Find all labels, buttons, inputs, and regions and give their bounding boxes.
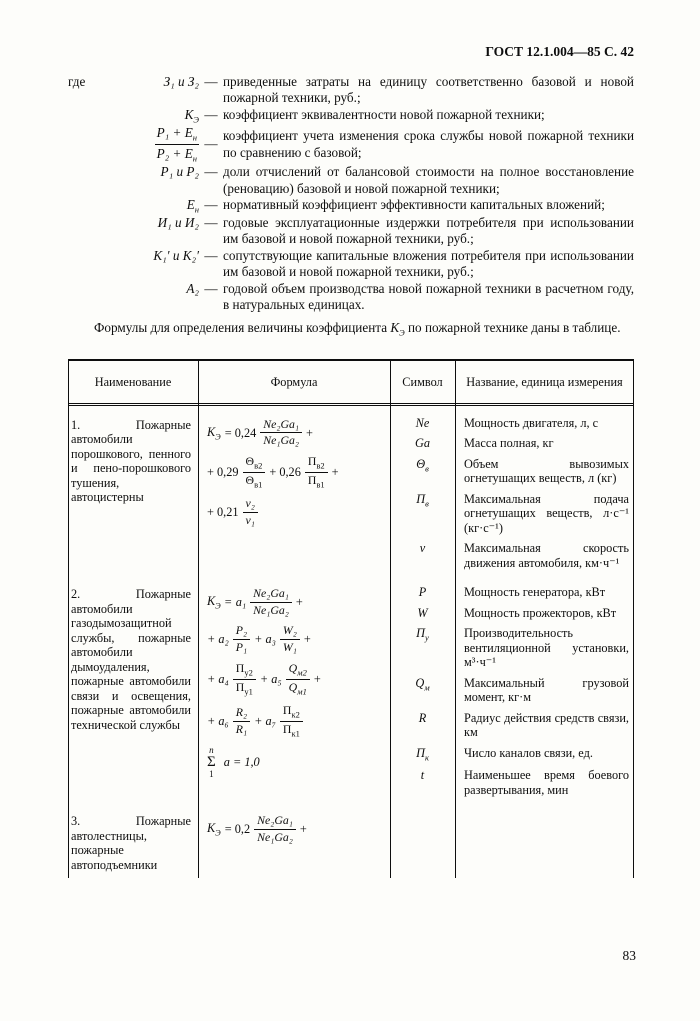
column-header-name: Наименование [94, 374, 172, 389]
definition-dash: — [204, 164, 218, 180]
definition-desc: нормативный коэффициент эффективности капитальных вложений; [223, 196, 605, 212]
fraction: $\frac{П_{к2}}{П_{к1}}$ [280, 704, 303, 739]
coefficient-symbol: $К_Э$ [207, 424, 221, 442]
table-row [68, 406, 634, 576]
definition-term: P₁ и P₂ [160, 164, 199, 180]
formula-operator: + 0,29 [207, 465, 239, 480]
formula-coefficient: + a₃ [254, 632, 276, 647]
symbol: $Q_м$ [415, 675, 430, 693]
formula-operator: + [331, 465, 339, 480]
symbol-desc: Мощность двигателя, л, с [464, 415, 599, 430]
formula-operator: = 0,24 [224, 425, 257, 440]
formula-operator: + [306, 425, 313, 440]
intro-paragraph [68, 320, 634, 339]
definition-item [68, 74, 634, 107]
table-border-line [633, 361, 634, 878]
formula-cell [198, 406, 390, 576]
table-border-line [198, 361, 199, 878]
formula-line [207, 624, 386, 654]
formula-operator: + 0,26 [269, 465, 301, 480]
fraction: $\frac{П_{в2}}{П_{в1}}$ [305, 455, 328, 490]
definition-dash: — [204, 280, 218, 296]
definition-term: З₁ и З₂ [163, 74, 199, 89]
fraction: $\frac{\text{Ne₂Ga₁}}{\text{Ne₁Ga₂}}$ [260, 418, 302, 448]
definition-item [68, 197, 634, 215]
symbol-desc: Наименьшее время боевого развертывания, мин [464, 768, 629, 797]
formula-line [207, 455, 386, 490]
definition-term: К₁′ и К₂′ [153, 247, 199, 263]
page-content [68, 74, 634, 339]
symbol: $П_к$ [416, 745, 429, 763]
formula-coefficient: + a₇ [254, 714, 276, 729]
symbol-desc: Максимальный грузовой момент, кг·м [464, 675, 629, 705]
formula-line [207, 662, 386, 697]
row-name: 1. Пожарные автомобили порошкового, пенного и пено-порошкового тушения, автоцистерны [71, 417, 191, 505]
table-header-row [68, 361, 634, 406]
definition-term: $К_Э$ [184, 106, 199, 125]
symbol-desc: Максимальная подача огнетушащих веществ, л·с⁻¹ (кг·с⁻¹) [464, 491, 629, 535]
fraction: $\frac{\text{Ne₂Ga₁}}{\text{Ne₁Ga₂}}$ [254, 814, 296, 844]
definition-dash: — [204, 196, 218, 212]
formula-cell [198, 802, 390, 878]
symbol: t [420, 768, 425, 783]
coefficient-symbol: $К_Э$ [207, 821, 221, 838]
sum-expression: a = 1,0 [223, 755, 260, 770]
formula-line [207, 418, 386, 448]
definition-desc: доли отчислений от балансовой стоимости на полное восстановление (реновацию) базовой и новой пожарной техники; [223, 164, 634, 196]
definition-desc: коэффициент эквивалентности новой пожарной техники; [223, 106, 545, 122]
table-border-line [68, 361, 69, 878]
intro-text-before: Формулы для определения величины коэффициента [94, 320, 388, 336]
column-header-formula: Формула [270, 374, 318, 389]
formula-operator: + [299, 822, 307, 837]
symbol: P [418, 585, 427, 600]
symbol: W [417, 605, 428, 620]
formula-operator: + [295, 595, 303, 610]
definition-lead: где [68, 74, 86, 89]
formula-operator: = 0,2 [224, 822, 251, 837]
gost-header: ГОСТ 12.1.004—85 С. 42 [485, 44, 634, 59]
table-row [68, 575, 634, 802]
formula-line [207, 746, 386, 779]
fraction: $\frac{Q_{м2}}{Q_{м1}}$ [286, 662, 310, 697]
symbol: $П_у$ [416, 626, 429, 643]
definition-term [99, 125, 199, 164]
formula-coefficient: + a₅ [259, 671, 282, 686]
fraction: $\frac{\text{Ne₂Ga₁}}{\text{Ne₁Ga₂}}$ [250, 587, 292, 617]
formula-operator: + [303, 632, 311, 647]
definition-dash: — [204, 215, 218, 231]
fraction: $\frac{\text{P₂}}{\text{P₁}}$ [233, 624, 250, 654]
definition-dash: — [204, 247, 218, 263]
definition-term: $E_н$ [186, 196, 199, 215]
symbol: Ga [414, 436, 431, 451]
definition-desc: коэффициент учета изменения срока службы новой пожарной техники по сравнению с базовой; [223, 128, 634, 160]
formula-coefficient: + a₂ [207, 632, 229, 647]
formula-coefficient: a₁ [235, 595, 247, 610]
symbol: $\Theta_в$ [416, 456, 429, 474]
definition-desc: годовые эксплуатационные издержки потребителя при использовании им базовой и новой пожарной техники, руб.; [223, 215, 634, 247]
fraction: $\frac{\text{R₂}}{\text{R₁}}$ [233, 706, 250, 736]
definition-dash: — [204, 136, 218, 152]
formula-coefficient: + a₄ [207, 671, 229, 686]
symbol: Ne [415, 415, 430, 430]
coefficient-symbol: $К_Э$ [390, 320, 405, 338]
formula-operator: + [313, 671, 321, 686]
symbol-desc: Объем вывозимых огнетушащих веществ, л (кг) [464, 456, 629, 486]
definition-item [68, 248, 634, 281]
page-number: 83 [622, 948, 636, 963]
definition-term: А₂ [186, 280, 199, 296]
table-border-line [390, 361, 391, 878]
fraction: $\frac{\text{v₂}}{\text{v₁}}$ [243, 497, 258, 527]
definition-desc: сопутствующие капитальные вложения потребителя при использовании им базовой и новой пожарной техники, руб.; [223, 247, 634, 280]
intro-text-after: по пожарной технике даны в таблице. [408, 320, 621, 336]
fraction: $\frac{\Theta_{в2}}{\Theta_{в1}}$ [243, 455, 266, 490]
row-name: 3. Пожарные автолестницы, пожарные автоподъемники [71, 814, 191, 872]
fraction: $\frac{\text{W₂}}{\text{W₁}}$ [280, 624, 300, 654]
column-header-unit: Название, единица измерения [466, 374, 623, 389]
formula-cell [198, 575, 390, 802]
definition-item [68, 215, 634, 248]
symbol-desc: Максимальная скорость движения автомобиля, км·ч⁻¹ [464, 541, 629, 570]
symbol-description-list [390, 802, 634, 878]
symbol-desc: Мощность генератора, кВт [464, 585, 606, 600]
definition-desc: приведенные затраты на единицу соответственно базовой и новой пожарной техники, руб.; [223, 74, 634, 106]
symbol-description-list [390, 406, 634, 576]
formula-line [207, 704, 386, 739]
formula-operator: + 0,21 [207, 504, 239, 519]
definition-item [68, 164, 634, 197]
formula-line [207, 497, 386, 527]
symbol-desc: Мощность прожекторов, кВт [464, 605, 617, 620]
definition-desc: годовой объем производства новой пожарной техники в расчетном году, в натуральных единицах. [223, 280, 634, 312]
coefficient-symbol: $К_Э$ [207, 594, 221, 611]
column-header-symbol: Символ [402, 374, 443, 389]
formula-operator: = [224, 595, 232, 610]
row-name: 2. Пожарные автомобили газодымозащитной службы, пожарные автомобили дымоудаления, пожарные автомобили связи и освещения, пожарные автомобили технической службы [71, 587, 191, 732]
definition-item [68, 281, 634, 314]
symbol-desc: Производительность вентиляционной установки, м³·ч⁻¹ [464, 626, 629, 670]
symbol-desc: Масса полная, кг [464, 436, 554, 451]
fraction: $P_1 + E_н$ $P_2 + E_н$ [156, 124, 197, 164]
fraction: $\frac{П_{у2}}{П_{у1}}$ [233, 662, 256, 697]
coefficients-table [68, 359, 634, 878]
table-border-line [455, 361, 456, 878]
definition-dash: — [204, 106, 218, 122]
symbol-desc: Число каналов связи, ед. [464, 745, 593, 760]
definitions-list [68, 74, 634, 313]
symbol-desc: Радиус действия средств связи, км [464, 710, 629, 740]
symbol-description-list [390, 575, 634, 802]
definition-item [68, 125, 634, 164]
symbol: $П_в$ [416, 491, 429, 509]
definition-term: И₁ и И₂ [157, 215, 199, 231]
symbol: v [419, 541, 426, 556]
symbol: R [418, 710, 427, 725]
sum-symbol: n Σ 1 [207, 745, 216, 780]
formula-coefficient: + a₆ [207, 714, 229, 729]
definition-dash: — [204, 74, 218, 89]
formula-line [207, 587, 386, 617]
definition-item [68, 107, 634, 125]
table-row [68, 802, 634, 878]
formula-line [207, 814, 386, 844]
